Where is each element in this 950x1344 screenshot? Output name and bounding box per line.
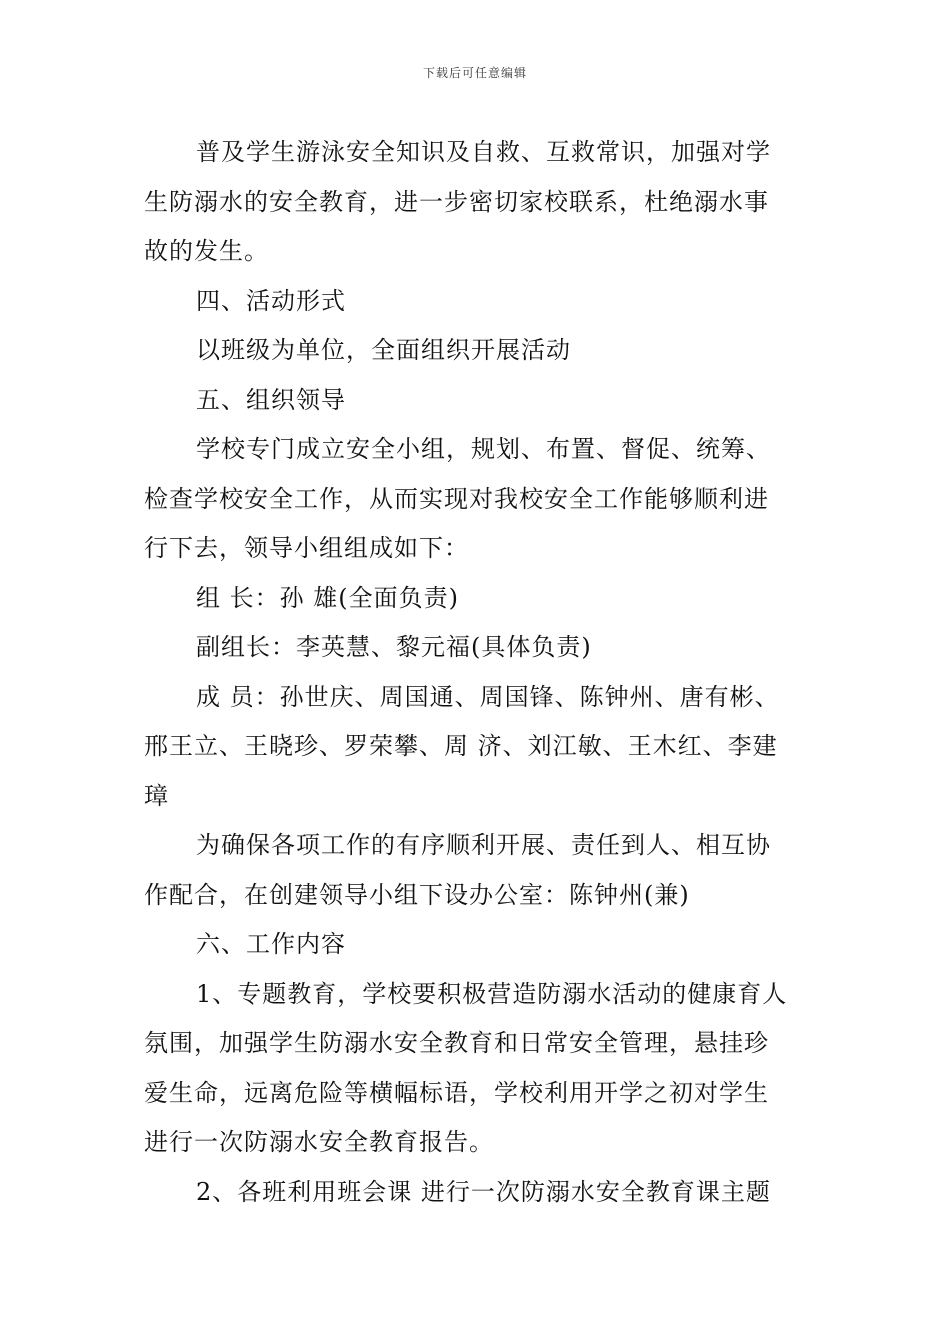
text-line: 以班级为单位，全面组织开展活动 bbox=[196, 336, 571, 364]
text-line: 璋 bbox=[144, 781, 169, 810]
text-line: 四、活动形式 bbox=[196, 286, 346, 315]
text-line: 爱生命，远离危险等横幅标语，学校利用开学之初对学生 bbox=[144, 1078, 769, 1107]
text-line: 五、组织领导 bbox=[196, 385, 346, 414]
text-line: 组 长：孙 雄(全面负责) bbox=[196, 583, 459, 612]
text-line: 成 员：孙世庆、周国通、周国锋、陈钟州、唐有彬、 bbox=[196, 682, 780, 711]
text-line: 为确保各项工作的有序顺利开展、责任到人、相互协 bbox=[196, 831, 771, 859]
page-header-note: 下载后可任意编辑 bbox=[422, 66, 527, 80]
text-line: 氛围，加强学生防溺水安全教育和日常安全管理，悬挂珍 bbox=[144, 1029, 769, 1057]
text-line: 行下去，领导小组组成如下： bbox=[144, 534, 469, 562]
text-line: 作配合，在创建领导小组下设办公室：陈钟州(兼) bbox=[144, 880, 690, 909]
text-line: 故的发生。 bbox=[144, 237, 269, 265]
text-line: 检查学校安全工作，从而实现对我校安全工作能够顺利进 bbox=[144, 484, 769, 513]
text-line: 进行一次防溺水安全教育报告。 bbox=[144, 1128, 494, 1156]
text-line: 学校专门成立安全小组，规划、布置、督促、统筹、 bbox=[196, 435, 771, 463]
text-line: 2、各班利用班会课 进行一次防溺水安全教育课主题 bbox=[196, 1177, 771, 1206]
text-line: 普及学生游泳安全知识及自救、互救常识，加强对学 bbox=[196, 138, 771, 166]
document-body bbox=[144, 128, 808, 1217]
text-line: 1、专题教育，学校要积极营造防溺水活动的健康育人 bbox=[196, 979, 788, 1008]
text-line: 六、工作内容 bbox=[196, 930, 346, 958]
text-line: 邢王立、王晓珍、罗荣攀、周 济、刘江敏、王木红、李建 bbox=[144, 732, 778, 760]
text-line: 生防溺水的安全教育，进一步密切家校联系，杜绝溺水事 bbox=[144, 187, 769, 216]
text-line: 副组长：李英慧、黎元福(具体负责) bbox=[196, 633, 592, 661]
